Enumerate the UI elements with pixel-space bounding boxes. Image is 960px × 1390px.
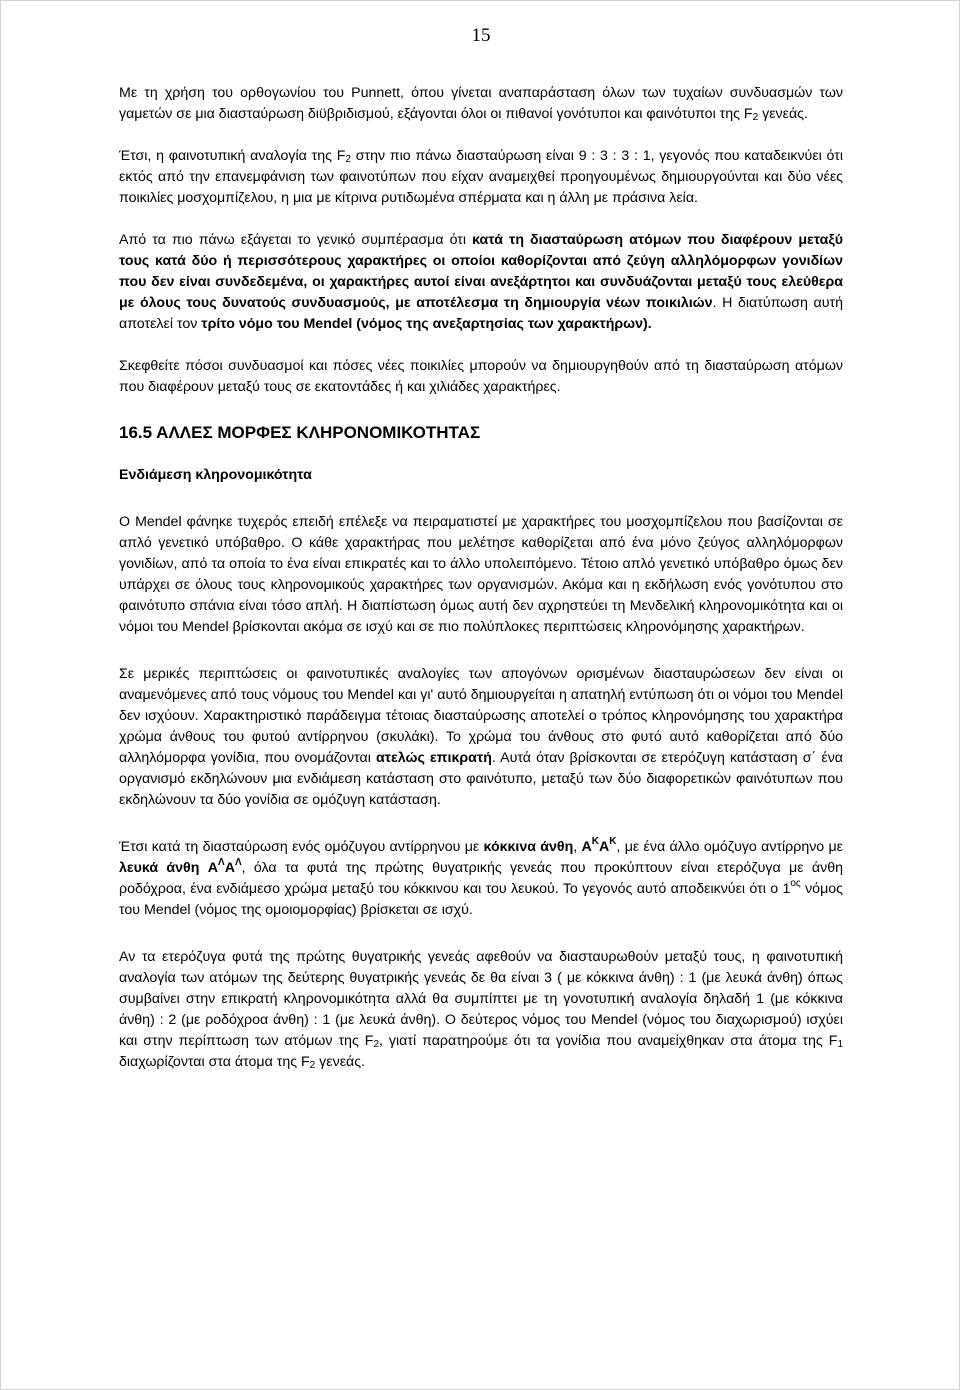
genotype-symbol: $A^KA^K$ xyxy=(581,836,617,855)
paragraph-phenotypic-ratio xyxy=(119,146,843,209)
text: Με τη χρήση του ορθογωνίου του Punnett, όπου γίνεται αναπαράσταση όλων των τυχαίων συνδυασμών των γαμετών σε μια διασταύρωση διϋβριδισμού, εξάγονται όλοι οι πιθανοί γονότυποι και φαινότυποι της F xyxy=(119,85,843,122)
subscript: 2 xyxy=(309,1060,316,1071)
paragraph-mendel-lucky: Ο Mendel φάνηκε τυχερός επειδή επέλεξε να πειραματιστεί με χαρακτήρες του μοσχομπίζελου που βασίζονται σε απλό γενετικό υπόβαθρο. Ο κάθε χαρακτήρας που μελέτησε καθορίζεται από ένα μόνο ζεύγος αλληλόμορφων γονιδίων, από τα οποία το ένα είναι επικρατές και το άλλο υπολειπόμενο. Τέτοιο απλό γενετικό υπόβαθρο όμως δεν υπάρχει σε όλους τους κληρονομικούς χαρακτήρες των οργανισμών. Ακόμα και η εκδήλωση ενός γονότυπου στο φαινότυπο σπάνια είναι τόσο απλή. Η διαπίστωση όμως αυτή δεν αχρηστεύει τη Μενδελική κληρονομικότητα και οι νόμοι του Mendel βρίσκονται ακόμα σε ισχύ και σε πιο πολύπλοκες περιπτώσεις κληρονόμησης χαρακτήρων. xyxy=(119,514,843,635)
superscript: ος xyxy=(790,878,801,889)
bold-text: ατελώς επικρατή xyxy=(375,750,492,766)
paragraph-snapdragon xyxy=(119,664,843,811)
text: Σε μερικές περιπτώσεις οι φαινοτυπικές αναλογίες των απογόνων ορισμένων διασταυρώσεων δεν είναι οι αναμενόμενες από τους νόμους του Mendel και γι' αυτό δημιουργείται η απατηλή εντύπωση ότι οι νόμοι του Mendel δεν ισχύουν. Χαρακτηριστικό παράδειγμα τέτοιας διασταύρωσης αποτελεί ο τρόπος κληρονόμησης του χαρακτήρα χρώμα άνθους του φυτού αντίρρηνου (σκυλάκι). Το χρώμα του άνθους στο φυτό αυτό καθορίζεται από δύο αλληλόμορφα γονίδια, που ονομάζονται xyxy=(119,666,843,766)
text: στην πιο πάνω διασταύρωση είναι 9 : 3 : 3 : 1, γεγονός που καταδεικνύει ότι εκτός από την επανεμφάνιση των φαινοτύπων που είχαν αναμειχθεί προηγουμένως δημιουργούνται και δύο νέες ποικιλίες μοσχομπίζελου, η μια με κίτρινα ρυτιδωμένα σπέρματα και η άλλη με πράσινα λεία. xyxy=(119,148,843,206)
text: γενεάς. xyxy=(315,1054,365,1070)
bold-text: λευκά άνθη xyxy=(119,860,200,876)
text: διαχωρίζονται στα άτομα της F xyxy=(119,1054,310,1070)
bold-text: κατά τη διασταύρωση ατόμων που διαφέρουν μεταξύ τους κατά δύο ή περισσότερους χαρακτήρες οι οποίοι καθορίζονται από ζεύγη αλληλόμορφων γονιδίων που δεν είναι συνδεδεμένα, οι χαρακτήρες αυτοί είναι ανεξάρτητοι και συνδυάζονται μεταξύ τους ελεύθερα με όλους τους δυνατούς συνδυασμούς, με αποτέλεσμα τη δημιουργία νέων ποικιλιών xyxy=(119,232,843,311)
sub-heading: Ενδιάμεση κληρονομικότητα xyxy=(119,467,312,483)
text: , όλα τα φυτά της πρώτης θυγατρικής γενεάς που προκύπτουν είναι ετερόζυγα με άνθη ροδόχροα, ένα ενδιάμεσο χρώμα μεταξύ του κόκκινου και του λευκού. Το γεγονός αυτό αποδεικνύει ότι ο 1 xyxy=(119,860,843,897)
paragraph-punnett xyxy=(119,83,843,125)
paragraph-think: Σκεφθείτε πόσοι συνδυασμοί και πόσες νέες ποικιλίες μπορούν να δημιουργηθούν από τη διασταύρωση ατόμων που διαφέρουν μεταξύ τους σε εκατοντάδες ή και χιλιάδες χαρακτήρες. xyxy=(119,358,843,395)
subscript: 1 xyxy=(837,1039,843,1050)
text: Έτσι, η φαινοτυπική αναλογία της F xyxy=(119,148,346,164)
text: . Η διατύπωση αυτή αποτελεί τον xyxy=(119,295,843,332)
page-number: 15 xyxy=(471,25,491,46)
text: , με ένα άλλο ομόζυγο αντίρρηνο με xyxy=(616,839,843,855)
text: Από τα πιο πάνω εξάγεται το γενικό συμπέρασμα ότι xyxy=(119,232,473,248)
genotype-symbol: $A^\Lambda A^\Lambda$ xyxy=(207,857,242,876)
text: . Αυτά όταν βρίσκονται σε ετερόζυγη κατάσταση σ΄ ένα οργανισμό εκδηλώνουν μια ενδιάμεση κατάσταση στο φαινότυπο, μεταξύ των δύο διαφορετικών φαινότυπων που εκδηλώνουν τα δύο γονίδια σε ομόζυγη κατάσταση. xyxy=(119,750,843,808)
text: Έτσι κατά τη διασταύρωση ενός ομόζυγου αντίρρηνου με xyxy=(119,839,484,855)
paragraph-f2-ratio xyxy=(119,947,843,1073)
paragraph-red-white-cross xyxy=(119,837,843,921)
text: , γιατί παρατηρούμε ότι τα γονίδια που αναμείχθηκαν στα άτομα της F xyxy=(379,1033,838,1049)
text: , xyxy=(573,839,582,855)
text: Αν τα ετερόζυγα φυτά της πρώτης θυγατρικής γενεάς αφεθούν να διασταυρωθούν μεταξύ τους, η φαινοτυπική αναλογία των ατόμων της δεύτερης θυγατρικής γενεάς δε θα είναι 3 ( με κόκκινα άνθη) : 1 (με λευκά άνθη) όπως συμβαίνει στην επικρατή κληρονομικότητα αλλά θα συμπίπτει με τη γονοτυπική αναλογία δηλαδή 1 (με κόκκινα άνθη) : 2 (με ροδόχροα άνθη) : 1 (με λευκά άνθη). Ο δεύτερος νόμος του Mendel (νόμος του διαχωρισμού) ισχύει και στην περίπτωση των ατόμων της F xyxy=(119,949,843,1049)
subscript: 2 xyxy=(345,154,351,165)
text: γενεάς. xyxy=(758,106,808,122)
bold-text: τρίτο νόμο του Mendel (νόμος της ανεξαρτησίας των χαρακτήρων). xyxy=(201,316,652,332)
text: νόμος του Mendel (νόμος της ομοιομορφίας) βρίσκεται σε ισχύ. xyxy=(119,881,843,918)
subscript: 2 xyxy=(373,1039,379,1050)
page-body xyxy=(119,83,843,1073)
section-heading: 16.5 ΑΛΛΕΣ ΜΟΡΦΕΣ ΚΛΗΡΟΝΟΜΙΚΟΤΗΤΑΣ xyxy=(119,423,481,442)
text xyxy=(199,860,207,876)
bold-text: κόκκινα άνθη xyxy=(483,839,574,855)
subscript: 2 xyxy=(752,112,759,123)
paragraph-third-law xyxy=(119,230,843,335)
